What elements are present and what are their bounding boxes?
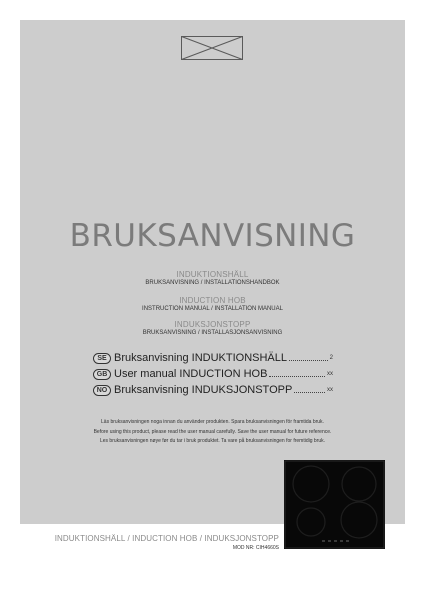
section-heading: INDUCTION HOB	[179, 296, 246, 305]
toc-page-number: xx	[327, 387, 333, 393]
note-line-no: Les bruksanvisningen nøye før du tar i bruk produktet. Ta vare på bruksanvisningen for fremtidig bruk.	[99, 438, 326, 444]
language-badge: SE	[93, 353, 111, 364]
section-no	[20, 320, 405, 336]
footer-product-title: INDUKTIONSHÄLL / INDUCTION HOB / INDUKSJONSTOPP	[54, 534, 279, 543]
note-line-se: Läs bruksanvisningen noga innan du använder produkten. Spara bruksanvisningen för framtida bruk.	[101, 419, 324, 425]
note-line-gb: Before using this product, please read the user manual carefully. Save the user manual for future reference.	[93, 428, 332, 435]
toc-item-gb[interactable]	[93, 367, 333, 381]
toc-page-number: 2	[329, 355, 333, 361]
toc-item-se[interactable]	[93, 351, 333, 365]
language-badge: NO	[93, 385, 111, 396]
toc-leader-dots	[269, 369, 325, 377]
section-se	[20, 270, 405, 286]
page-title: BRUKSANVISNING	[69, 218, 356, 254]
toc-leader-dots	[289, 353, 328, 361]
induction-hob-image	[284, 460, 385, 549]
toc-page-number: xx	[327, 371, 333, 377]
toc-item-label: Bruksanvisning INDUKTIONSHÄLL	[114, 352, 288, 364]
toc-item-label: User manual INDUCTION HOB	[114, 368, 268, 380]
section-heading: INDUKTIONSHÄLL	[176, 270, 249, 279]
logo-placeholder-icon	[181, 36, 243, 60]
toc-leader-dots	[294, 385, 325, 393]
section-subheading: BRUKSANVISNING / INSTALLASJONSANVISNING	[142, 330, 283, 336]
model-number: MOD NR: CIH4660S	[232, 545, 279, 551]
usage-notes	[20, 418, 405, 447]
section-gb	[20, 296, 405, 312]
section-subheading: INSTRUCTION MANUAL / INSTALLATION MANUAL	[142, 306, 283, 312]
language-badge: GB	[93, 369, 111, 380]
section-subheading: BRUKSANVISNING / INSTALLATIONSHANDBOK	[145, 280, 280, 286]
section-heading: INDUKSJONSTOPP	[174, 320, 251, 329]
toc-item-no[interactable]	[93, 383, 333, 397]
toc-item-label: Bruksanvisning INDUKSJONSTOPP	[114, 384, 293, 396]
